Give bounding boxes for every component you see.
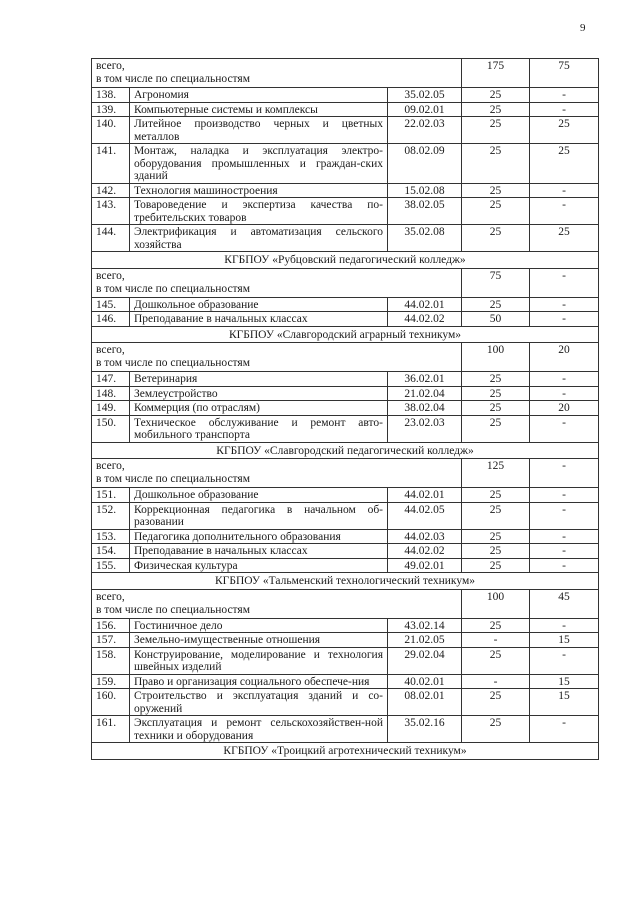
total-row bbox=[92, 59, 598, 88]
total-label-line: всего, bbox=[96, 460, 125, 472]
quota-extra: - bbox=[562, 530, 566, 543]
quota-extra: - bbox=[562, 103, 566, 116]
row-number: 146. bbox=[92, 312, 130, 326]
specialty-code: 44.02.03 bbox=[388, 530, 462, 544]
specialty-name: Земельно-имущественные отношения bbox=[130, 633, 388, 647]
quota-extra: 25 bbox=[558, 145, 570, 157]
row-number: 159. bbox=[92, 675, 130, 689]
specialty-code: 44.02.01 bbox=[388, 488, 462, 502]
quota-extra: - bbox=[562, 648, 566, 661]
specialty-name: Электрификация и автоматизация сельского хозяйства bbox=[130, 225, 388, 251]
row-number: 153. bbox=[92, 530, 130, 544]
specialty-name: Компьютерные системы и комплексы bbox=[130, 103, 388, 117]
table-row bbox=[92, 488, 598, 503]
row-number: 144. bbox=[92, 225, 130, 251]
specialty-name: Коррекционная педагогика в начальном об-разовании bbox=[130, 503, 388, 529]
specialty-name: Преподавание в начальных классах bbox=[130, 312, 388, 326]
specialty-name: Преподавание в начальных классах bbox=[130, 544, 388, 558]
table-row bbox=[92, 117, 598, 144]
row-number: 150. bbox=[92, 416, 130, 442]
table-row bbox=[92, 298, 598, 313]
specialty-name: Эксплуатация и ремонт сельскохозяйствен-ной техники и оборудования bbox=[130, 716, 388, 742]
total-label-line: в том числе по специальностям bbox=[96, 473, 250, 485]
specialty-code: 22.02.03 bbox=[388, 117, 462, 143]
quota-budget: 25 bbox=[462, 103, 530, 117]
row-number: 156. bbox=[92, 619, 130, 633]
quota-budget: - bbox=[462, 633, 530, 647]
quota-extra: 25 bbox=[558, 118, 570, 130]
total-label-line: всего, bbox=[96, 590, 125, 603]
quota-budget: 25 bbox=[462, 88, 530, 102]
quota-budget: 25 bbox=[462, 117, 530, 143]
quota-budget: 25 bbox=[462, 559, 530, 573]
specialty-code: 08.02.09 bbox=[388, 144, 462, 183]
total-label bbox=[92, 459, 462, 487]
total-quota-1: 175 bbox=[462, 59, 530, 87]
total-label-line: всего, bbox=[96, 60, 125, 72]
table-row bbox=[92, 530, 598, 545]
quota-budget: 25 bbox=[462, 416, 530, 442]
specialty-name: Агрономия bbox=[130, 88, 388, 102]
table-row bbox=[92, 689, 598, 716]
institution-heading: КГБПОУ «Троицкий агротехнический техникум» bbox=[92, 743, 598, 760]
row-number: 154. bbox=[92, 544, 130, 558]
quota-extra: 15 bbox=[558, 690, 570, 702]
specialty-code: 36.02.01 bbox=[388, 372, 462, 386]
total-label bbox=[92, 269, 462, 297]
total-label-line: всего, bbox=[96, 269, 125, 282]
row-number: 141. bbox=[92, 144, 130, 183]
quota-budget: 25 bbox=[462, 184, 530, 198]
specialty-code: 44.02.02 bbox=[388, 312, 462, 326]
specialty-name: Коммерция (по отраслям) bbox=[130, 401, 388, 415]
table-row bbox=[92, 648, 598, 675]
specialty-code: 15.02.08 bbox=[388, 184, 462, 198]
row-number: 148. bbox=[92, 387, 130, 401]
specialty-code: 35.02.08 bbox=[388, 225, 462, 251]
row-number: 147. bbox=[92, 372, 130, 386]
table-row bbox=[92, 544, 598, 559]
row-number: 161. bbox=[92, 716, 130, 742]
specialty-code: 23.02.03 bbox=[388, 416, 462, 442]
quota-extra: - bbox=[562, 489, 566, 501]
total-label-line: в том числе по специальностям bbox=[96, 282, 250, 295]
institution-heading: КГБПОУ «Славгородский аграрный техникум» bbox=[92, 327, 598, 344]
table-row bbox=[92, 312, 598, 327]
specialty-name: Монтаж, наладка и эксплуатация электро-оборудования промышленных и граждан-ских зданий bbox=[130, 144, 388, 183]
specialty-name: Землеустройство bbox=[130, 387, 388, 401]
total-quota-1: 125 bbox=[462, 459, 530, 487]
table-row bbox=[92, 198, 598, 225]
total-quota-2: 75 bbox=[558, 60, 570, 72]
quota-extra: - bbox=[562, 373, 566, 385]
specialty-code: 49.02.01 bbox=[388, 559, 462, 573]
specialty-code: 08.02.01 bbox=[388, 689, 462, 715]
total-quota-2: 45 bbox=[558, 590, 570, 603]
total-quota-2: - bbox=[562, 269, 566, 282]
quota-budget: 25 bbox=[462, 530, 530, 544]
table-row bbox=[92, 633, 598, 648]
total-label bbox=[92, 343, 462, 371]
quota-budget: 25 bbox=[462, 619, 530, 633]
table-row bbox=[92, 144, 598, 184]
total-label-line: всего, bbox=[96, 344, 125, 356]
total-row bbox=[92, 269, 598, 298]
quota-budget: 25 bbox=[462, 387, 530, 401]
table-body bbox=[91, 58, 599, 760]
specialty-code: 38.02.05 bbox=[388, 198, 462, 224]
table-row bbox=[92, 225, 598, 252]
specialty-code: 09.02.01 bbox=[388, 103, 462, 117]
table-row bbox=[92, 716, 598, 743]
specialty-name: Гостиничное дело bbox=[130, 619, 388, 633]
specialty-name: Строительство и эксплуатация зданий и со-оружений bbox=[130, 689, 388, 715]
total-quota-2: - bbox=[562, 460, 566, 472]
quota-extra: - bbox=[562, 559, 566, 572]
quota-extra: 20 bbox=[558, 402, 570, 414]
quota-budget: 25 bbox=[462, 401, 530, 415]
institution-heading: КГБПОУ «Тальменский технологический техникум» bbox=[92, 573, 598, 590]
total-label-line: в том числе по специальностям bbox=[96, 603, 250, 616]
page-number: 9 bbox=[580, 22, 586, 34]
quota-extra: - bbox=[562, 313, 566, 325]
quota-extra: 15 bbox=[558, 675, 570, 688]
table-row bbox=[92, 372, 598, 387]
specialty-code: 44.02.01 bbox=[388, 298, 462, 312]
specialty-name: Конструирование, моделирование и технология швейных изделий bbox=[130, 648, 388, 674]
table-row bbox=[92, 401, 598, 416]
row-number: 143. bbox=[92, 198, 130, 224]
table-row bbox=[92, 103, 598, 118]
quota-extra: - bbox=[562, 184, 566, 197]
total-row bbox=[92, 459, 598, 488]
specialty-code: 21.02.05 bbox=[388, 633, 462, 647]
table-row bbox=[92, 503, 598, 530]
specialty-name: Литейное производство черных и цветных металлов bbox=[130, 117, 388, 143]
table-row bbox=[92, 184, 598, 199]
total-label-line: в том числе по специальностям bbox=[96, 357, 250, 369]
quota-extra: - bbox=[562, 416, 566, 429]
quota-budget: 25 bbox=[462, 198, 530, 224]
quota-extra: 15 bbox=[558, 634, 570, 646]
specialty-code: 44.02.05 bbox=[388, 503, 462, 529]
total-row bbox=[92, 590, 598, 619]
institution-heading: КГБПОУ «Рубцовский педагогический колледж» bbox=[92, 252, 598, 269]
quota-budget: - bbox=[462, 675, 530, 689]
quota-extra: - bbox=[562, 503, 566, 516]
total-row bbox=[92, 343, 598, 372]
row-number: 149. bbox=[92, 401, 130, 415]
specialty-name: Техническое обслуживание и ремонт авто-мобильного транспорта bbox=[130, 416, 388, 442]
table-row bbox=[92, 619, 598, 634]
row-number: 152. bbox=[92, 503, 130, 529]
specialty-code: 38.02.04 bbox=[388, 401, 462, 415]
table-row bbox=[92, 416, 598, 443]
row-number: 160. bbox=[92, 689, 130, 715]
specialty-code: 35.02.16 bbox=[388, 716, 462, 742]
quota-extra: - bbox=[562, 199, 566, 211]
specialty-name: Физическая культура bbox=[130, 559, 388, 573]
row-number: 155. bbox=[92, 559, 130, 573]
quota-budget: 50 bbox=[462, 312, 530, 326]
table-row bbox=[92, 675, 598, 690]
institution-heading: КГБПОУ «Славгородский педагогический колледж» bbox=[92, 443, 598, 460]
specialty-name: Дошкольное образование bbox=[130, 298, 388, 312]
quota-budget: 25 bbox=[462, 544, 530, 558]
total-quota-1: 100 bbox=[462, 343, 530, 371]
total-label bbox=[92, 590, 462, 618]
table-row bbox=[92, 387, 598, 402]
row-number: 151. bbox=[92, 488, 130, 502]
row-number: 158. bbox=[92, 648, 130, 674]
quota-budget: 25 bbox=[462, 372, 530, 386]
row-number: 139. bbox=[92, 103, 130, 117]
specialty-name: Технология машиностроения bbox=[130, 184, 388, 198]
total-quota-2: 20 bbox=[558, 344, 570, 356]
row-number: 138. bbox=[92, 88, 130, 102]
quota-budget: 25 bbox=[462, 225, 530, 251]
quota-budget: 25 bbox=[462, 503, 530, 529]
specialty-name: Ветеринария bbox=[130, 372, 388, 386]
quota-budget: 25 bbox=[462, 648, 530, 674]
row-number: 142. bbox=[92, 184, 130, 198]
specialty-name: Педагогика дополнительного образования bbox=[130, 530, 388, 544]
total-quota-1: 75 bbox=[462, 269, 530, 297]
quota-extra: - bbox=[562, 387, 566, 400]
quota-extra: - bbox=[562, 619, 566, 632]
row-number: 157. bbox=[92, 633, 130, 647]
total-label-line: в том числе по специальностям bbox=[96, 73, 250, 85]
specialty-name: Товароведение и экспертиза качества по-требительских товаров bbox=[130, 198, 388, 224]
quota-extra: 25 bbox=[558, 226, 570, 238]
specialty-code: 35.02.05 bbox=[388, 88, 462, 102]
quota-extra: - bbox=[562, 298, 566, 311]
total-quota-1: 100 bbox=[462, 590, 530, 618]
quota-budget: 25 bbox=[462, 488, 530, 502]
quota-budget: 25 bbox=[462, 298, 530, 312]
total-label bbox=[92, 59, 462, 87]
specialty-name: Право и организация социального обеспече-ния bbox=[130, 675, 388, 689]
quota-extra: - bbox=[562, 89, 566, 101]
specialty-code: 29.02.04 bbox=[388, 648, 462, 674]
specialty-code: 21.02.04 bbox=[388, 387, 462, 401]
specialty-code: 43.02.14 bbox=[388, 619, 462, 633]
row-number: 140. bbox=[92, 117, 130, 143]
quota-extra: - bbox=[562, 717, 566, 729]
quota-budget: 25 bbox=[462, 144, 530, 183]
row-number: 145. bbox=[92, 298, 130, 312]
quota-extra: - bbox=[562, 545, 566, 557]
table-row bbox=[92, 559, 598, 574]
table-row bbox=[92, 88, 598, 103]
specialty-name: Дошкольное образование bbox=[130, 488, 388, 502]
quota-budget: 25 bbox=[462, 716, 530, 742]
specialty-code: 44.02.02 bbox=[388, 544, 462, 558]
quota-budget: 25 bbox=[462, 689, 530, 715]
specialty-code: 40.02.01 bbox=[388, 675, 462, 689]
